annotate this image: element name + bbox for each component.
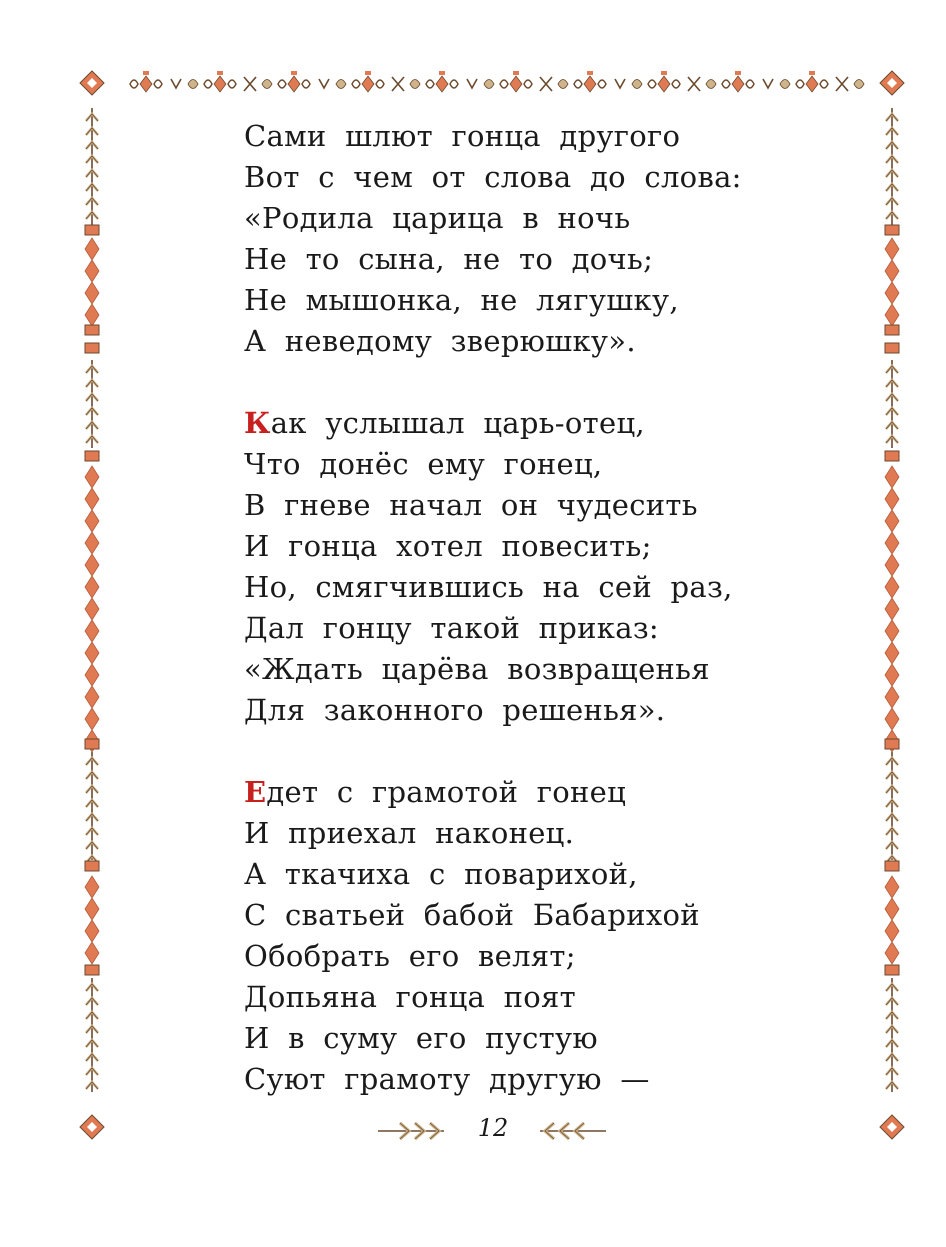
border-block-icon xyxy=(885,325,899,335)
line-text: А неведому зверюшку». xyxy=(244,324,636,358)
arrow-chain-icon xyxy=(86,752,98,863)
folk-motif-icon xyxy=(796,71,864,92)
line-text: Сами шлют гонца другого xyxy=(244,119,681,153)
line-text: И гонца хотел повесить; xyxy=(244,529,652,563)
poem-line xyxy=(244,608,804,649)
poem-line xyxy=(244,854,804,895)
line-text: А ткачиха с поварихой, xyxy=(244,857,638,891)
diamond-chain-icon xyxy=(85,876,99,964)
folk-motif-icon xyxy=(204,71,272,92)
border-block-icon xyxy=(85,343,99,353)
arrow-chain-icon xyxy=(886,978,898,1092)
line-text: Для законного решенья». xyxy=(244,693,666,727)
border-block-icon xyxy=(85,225,99,235)
folk-motif-icon xyxy=(426,71,494,92)
poem-line xyxy=(244,1059,804,1100)
line-text: Не мышонка, не лягушку, xyxy=(244,283,679,317)
stanza xyxy=(244,116,804,362)
border-block-icon xyxy=(85,739,99,749)
poem-line xyxy=(244,444,804,485)
border-block-icon xyxy=(885,739,899,749)
line-text: И приехал наконец. xyxy=(244,816,575,850)
drop-cap: Е xyxy=(244,775,267,809)
poem-line xyxy=(244,690,804,731)
arrow-chain-icon xyxy=(886,752,898,863)
side-border xyxy=(85,108,99,1092)
line-text: В гневе начал он чудесить xyxy=(244,488,698,522)
line-text: Дал гонцу такой приказ: xyxy=(244,611,660,645)
folk-motif-icon xyxy=(278,71,346,92)
poem-line xyxy=(244,485,804,526)
drop-cap: К xyxy=(244,406,271,440)
border-block-icon xyxy=(85,965,99,975)
line-text: Но, смягчившись на сей раз, xyxy=(244,570,733,604)
poem-line xyxy=(244,649,804,690)
stanza-gap xyxy=(244,731,804,772)
line-text: дет с грамотой гонец xyxy=(266,775,627,809)
line-text: Обобрать его велят; xyxy=(244,939,576,973)
diamond-corner-icon xyxy=(80,71,104,95)
poem-line xyxy=(244,280,804,321)
arrow-chain-icon xyxy=(86,360,98,448)
border-block-icon xyxy=(885,965,899,975)
border-block-icon xyxy=(85,861,99,871)
poem-line xyxy=(244,936,804,977)
top-border-pattern xyxy=(130,71,864,92)
stanza xyxy=(244,772,804,1100)
diamond-chain-icon xyxy=(885,876,899,964)
arrow-chain-icon xyxy=(86,108,98,225)
page-number: 12 xyxy=(477,1114,509,1142)
arrow-chain-icon xyxy=(86,978,98,1092)
diamond-corner-icon xyxy=(880,1115,904,1139)
border-block-icon xyxy=(885,861,899,871)
stanza-gap xyxy=(244,362,804,403)
diamond-chain-icon xyxy=(85,466,99,752)
poem-text xyxy=(244,116,804,1100)
folk-motif-icon xyxy=(352,71,420,92)
border-block-icon xyxy=(85,325,99,335)
border-block-icon xyxy=(885,343,899,353)
poem-line xyxy=(244,321,804,362)
line-text: Не то сына, не то дочь; xyxy=(244,242,654,276)
border-block-icon xyxy=(85,451,99,461)
line-text: Допьяна гонца поят xyxy=(244,980,576,1014)
arrow-chain-icon xyxy=(886,360,898,448)
poem-line xyxy=(244,813,804,854)
stanza xyxy=(244,403,804,731)
poem-line xyxy=(244,526,804,567)
poem-line xyxy=(244,116,804,157)
diamond-chain-icon xyxy=(85,238,99,326)
folk-motif-icon xyxy=(130,71,198,92)
diamond-corner-icon xyxy=(880,71,904,95)
folk-motif-icon xyxy=(648,71,716,92)
border-block-icon xyxy=(885,451,899,461)
arrows-left-icon xyxy=(540,1123,606,1139)
poem-line xyxy=(244,567,804,608)
poem-line xyxy=(244,198,804,239)
poem-line xyxy=(244,977,804,1018)
poem-line xyxy=(244,157,804,198)
line-text: Суют грамоту другую — xyxy=(244,1062,650,1096)
line-text: «Родила царица в ночь xyxy=(244,201,631,235)
arrows-right-icon xyxy=(378,1123,444,1139)
border-block-icon xyxy=(885,225,899,235)
diamond-chain-icon xyxy=(885,466,899,752)
line-text: Вот с чем от слова до слова: xyxy=(244,160,742,194)
poem-line xyxy=(244,895,804,936)
poem-line xyxy=(244,772,804,813)
folk-motif-icon xyxy=(500,71,568,92)
line-text: ак услышал царь-отец, xyxy=(270,406,645,440)
diamond-chain-icon xyxy=(885,238,899,326)
side-border xyxy=(885,108,899,1092)
line-text: «Ждать царёва возвращенья xyxy=(244,652,710,686)
line-text: И в суму его пустую xyxy=(244,1021,598,1055)
poem-line xyxy=(244,403,804,444)
folk-motif-icon xyxy=(722,71,790,92)
diamond-corner-icon xyxy=(80,1115,104,1139)
line-text: Что донёс ему гонец, xyxy=(244,447,603,481)
arrow-chain-icon xyxy=(886,108,898,225)
poem-line xyxy=(244,1018,804,1059)
poem-line xyxy=(244,239,804,280)
line-text: С сватьей бабой Бабарихой xyxy=(244,898,700,932)
folk-motif-icon xyxy=(574,71,642,92)
